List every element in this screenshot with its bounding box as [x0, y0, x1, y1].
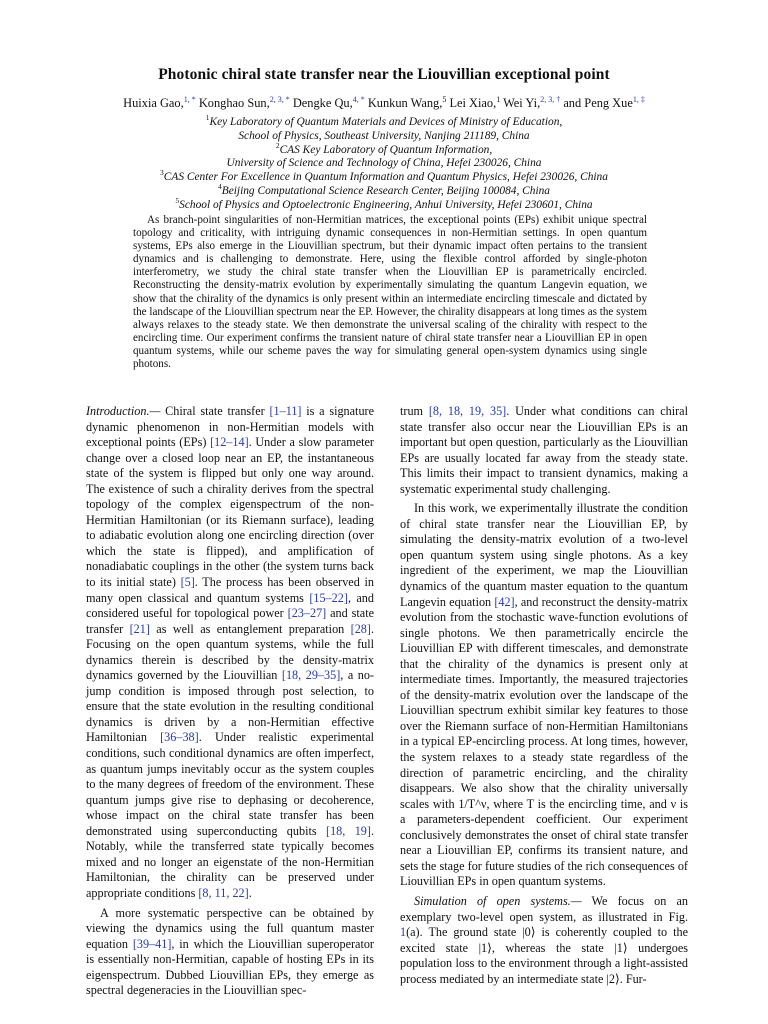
author: and Peng Xue$^{1, \ddagger}$: [563, 94, 645, 110]
citation-link[interactable]: [23–27]: [287, 606, 327, 621]
abstract: As branch-point singularities of non-Hermitian matrices, the exceptional points (EPs) exhibit unique spectral topology and criticality, with intriguing dynamic consequences in non-Hermitian settings. In open quantum systems, EPs also emerge in the Liouvillian spectrum, but their dynamic impact often pertains to the transient dynamics and is challenging to demonstrate. Here, using the flexible control afforded by single-photon interferometry, we study the chiral state transfer when the Liouvillian EP is parametrically encircled. Reconstructing the density-matrix evolution by experimentally simulating the quantum Langevin equation, we show that the chirality of the dynamics is only present within an intermediate encircling timescale and dictated by the landscape of the Liouvillian spectrum near the EP. However, the chirality disappears at long times as the system always relaxes to the steady state. We then demonstrate the universal scaling of the chirality with respect to the encircling time. Our experiment confirms the transient nature of chiral state transfer near a Liouvillian EP in open quantum systems, while our scheme paves the way for simulating general open-system dynamics using single photons.: [133, 214, 647, 371]
author: Huixia Gao,$^{1, *}$: [123, 94, 196, 110]
citation-link[interactable]: [8, 11, 22]: [198, 885, 249, 900]
citation-link[interactable]: [15–22]: [309, 590, 348, 605]
author: Konghao Sun,$^{2, 3, *}$: [198, 94, 290, 110]
author: Kunkun Wang,$^5$: [367, 94, 447, 110]
author-list: [60, 96, 708, 111]
section-lead: Introduction.—: [86, 404, 161, 418]
paragraph: In this work, we experimentally illustrate the condition of chiral state transfer near the Liouvillian EP, by simulating the density-matrix evolution of a two-level open quantum system using single photons. As a key ingredient of the experiment, we map the Liouvillian dynamics of the quantum master equation to the quantum Langevin equation [42], and reconstruct the density-matrix evolution from the stochastic wave-function evolutions of single photons. We then parametrically encircle the Liouvillian EP with different timescales, and demonstrate that the chirality of the dynamics is present only at intermediate times. Importantly, the measured trajectories of the density-matrix evolution over the landscape of the Liouvillian spectrum exhibit similar key features to those over the Riemann surface of non-Hermitian Hamiltonians in a typical EP-encircling process. At long times, however, the system relaxes to a steady state regardless of the direction of parametric encircling, and the chirality disappears. We also show that the chirality universally scales with 1/T^ν, where T is the encircling time, and ν is a parameters-dependent coefficient. Our experiment conclusively demonstrates the onset of chiral state transfer near a Liouvillian EP, confirms its transient nature, and sets the stage for future studies of the rich consequences of Liouvillian EPs in open quantum systems.: [400, 501, 688, 889]
section-lead: Simulation of open systems.—: [414, 893, 582, 908]
paragraph: trum [8, 18, 19, 35]. Under what conditions can chiral state transfer also occur near the Liouvillian EPs is an important but open question, particularly as the Liouvillian EPs are usually located far away from the steady state. This limits their impact to transient dynamics, making a systematic experimental study challenging.: [400, 404, 688, 496]
affiliation: $^3$CAS Center For Excellence in Quantum Information and Quantum Physics, Hefei 230026, China: [160, 168, 608, 184]
citation-link[interactable]: [21]: [129, 621, 150, 636]
paragraph: Simulation of open systems.— We focus on an exemplary two-level open system, as illustrated in Fig. 1(a). The ground state |0⟩ is coherently coupled to the excited state |1⟩, whereas the state |1⟩ undergoes population loss to the environment through a light-assisted process mediated by an intermediate state |2⟩. Fur-: [400, 893, 688, 986]
citation-link[interactable]: [18, 19]: [326, 823, 371, 838]
citation-link[interactable]: [1–11]: [269, 404, 302, 418]
affiliation: School of Physics, Southeast University, Nanjing 211189, China: [238, 129, 530, 142]
author: Lei Xiao,$^1$: [449, 94, 501, 110]
body-column-right: [400, 404, 688, 991]
citation-link[interactable]: [5]: [180, 575, 195, 590]
citation-link[interactable]: [12–14]: [210, 435, 249, 450]
body-column-left: [86, 404, 374, 1003]
paragraph: A more systematic perspective can be obtained by viewing the dynamics using the full quantum master equation [39–41], in which the Liouvillian superoperator is essentially non-Hermitian, capable of hosting EPs in its eigenspectrum. Dubbed Liouvillian EPs, they emerge as spectral degeneracies in the Liouvillian spec-: [86, 905, 374, 998]
author: Dengke Qu,$^{4, *}$: [292, 94, 365, 110]
citation-link[interactable]: [8, 18, 19, 35]: [428, 404, 507, 418]
affiliation-list: [60, 113, 708, 213]
citation-link[interactable]: [36–38]: [160, 730, 199, 745]
author: Wei Yi,$^{2, 3, \dagger}$: [503, 94, 561, 110]
paragraph: Introduction.— Chiral state transfer [1–11] is a signature dynamic phenomenon in non-Hermitian models with exceptional points (EPs) [12–14]. Under a slow parameter change over a closed loop near an EP, the instantaneous state of the system is flipped but only one way around. The existence of such a chirality derives from the spectral topology of the complex eigenspectrum of the non-Hermitian Hamiltonian (or its Riemann surface), leading to adiabatic evolution along one encircling direction (over which the state is flipped), and amplification of nonadiabatic couplings in the other (the system turns back to its initial state) [5]. The process has been observed in many open classical and quantum systems [15–22], and considered useful for topological power [23–27] and state transfer [21] as well as entanglement preparation [28]. Focusing on the open quantum systems, while the full dynamics therein is described by the density-matrix dynamics governed by the Liouvillian [18, 29–35], a no-jump condition is imposed through post selection, to ensure that the state evolution in the resulting conditional dynamics is driven by a non-Hermitian effective Hamiltonian [36–38]. Under realistic experimental conditions, such conditional dynamics are often imperfect, as quantum jumps inevitably occur as the system couples to the many degrees of freedom of the environment. These quantum jumps give rise to dephasing or decoherence, whose impact on the chiral state transfer has been demonstrated using superconducting qubits [18, 19]. Notably, while the transferred state typically becomes mixed and no longer an eigenstate of the non-Hermitian Hamiltonian, the chirality can be preserved under appropriate conditions [8, 11, 22].: [86, 404, 375, 900]
citation-link[interactable]: [28]: [350, 621, 371, 636]
citation-link[interactable]: [42]: [494, 594, 515, 609]
figure-link[interactable]: 1: [400, 925, 407, 940]
affiliation: $^4$Beijing Computational Science Research Center, Beijing 100084, China: [217, 182, 551, 197]
affiliation: $^5$School of Physics and Optoelectronic Engineering, Anhui University, Hefei 230601, China: [175, 195, 593, 211]
citation-link[interactable]: [39–41]: [132, 936, 172, 951]
affiliation: $^2$CAS Key Laboratory of Quantum Information,: [275, 140, 493, 156]
citation-link[interactable]: [18, 29–35]: [281, 668, 341, 683]
paper-title: Photonic chiral state transfer near the Liouvillian exceptional point: [158, 66, 610, 83]
affiliation: University of Science and Technology of China, Hefei 230026, China: [226, 157, 542, 170]
affiliation: $^1$Key Laboratory of Quantum Materials and Devices of Ministry of Education,: [205, 113, 563, 128]
